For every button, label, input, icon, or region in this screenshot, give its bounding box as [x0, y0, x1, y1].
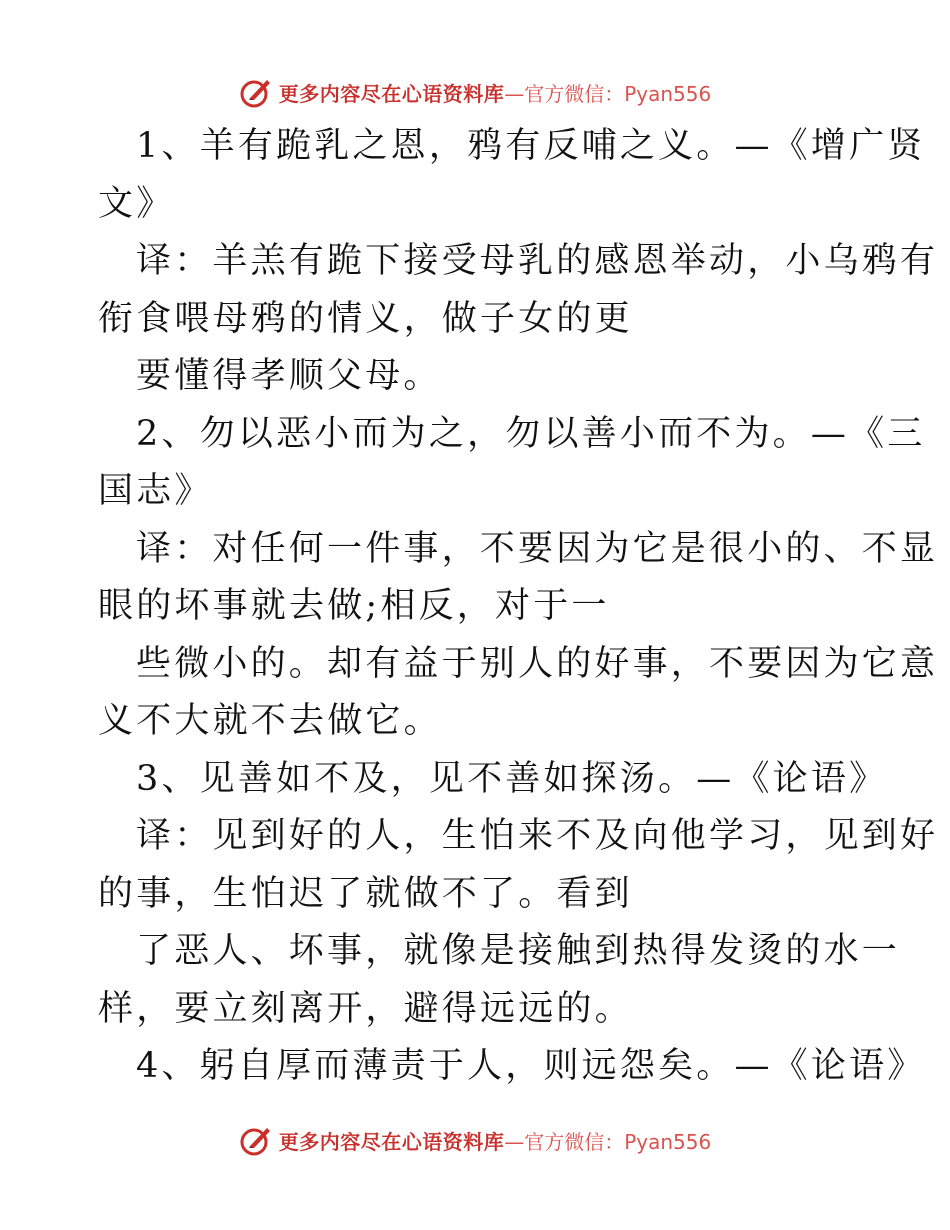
text-line: 1、羊有跪乳之恩，鸦有反哺之义。—《增广贤 [136, 126, 926, 166]
text-line: 文》 [98, 183, 175, 224]
text-line: 译：对任何一件事，不要因为它是很小的、不显 [136, 528, 939, 569]
text-line: 4、躬自厚而薄责于人，则远怨矣。—《论语》 [136, 1046, 926, 1086]
text-line: 国志》 [98, 471, 213, 511]
text-line: 些微小的。却有益于别人的好事，不要因为它意 [136, 643, 939, 684]
text-line: 眼的坏事就去做;相反，对于一 [98, 586, 610, 626]
document-body [98, 118, 939, 1096]
footer-watermark [0, 1120, 950, 1160]
header-watermark [0, 72, 950, 112]
watermark-brand: 更多内容尽在心语资料库 [278, 81, 505, 106]
watermark-contact: —官方微信：Pyan556 [504, 1129, 712, 1154]
watermark-contact: —官方微信：Pyan556 [504, 81, 712, 106]
text-line: 的事，生怕迟了就做不了。看到 [98, 873, 633, 914]
quill-pen-icon [239, 75, 273, 109]
watermark-brand: 更多内容尽在心语资料库 [278, 1129, 505, 1154]
text-line: 衔食喂母鸦的情义，做子女的更 [98, 298, 633, 339]
text-line: 译：羊羔有跪下接受母乳的感恩举动，小乌鸦有 [136, 241, 939, 281]
text-line: 3、见善如不及，见不善如探汤。—《论语》 [136, 758, 888, 799]
text-line: 样，要立刻离开，避得远远的。 [98, 988, 633, 1029]
text-line: 译：见到好的人，生怕来不及向他学习，见到好 [136, 816, 939, 856]
text-line: 了恶人、坏事，就像是接触到热得发烫的水一 [136, 931, 901, 971]
text-line: 义不大就不去做它。 [98, 701, 442, 741]
quill-pen-icon [239, 1123, 273, 1157]
text-line: 2、勿以恶小而为之，勿以善小而不为。—《三 [136, 413, 926, 454]
text-line: 要懂得孝顺父母。 [136, 356, 442, 396]
